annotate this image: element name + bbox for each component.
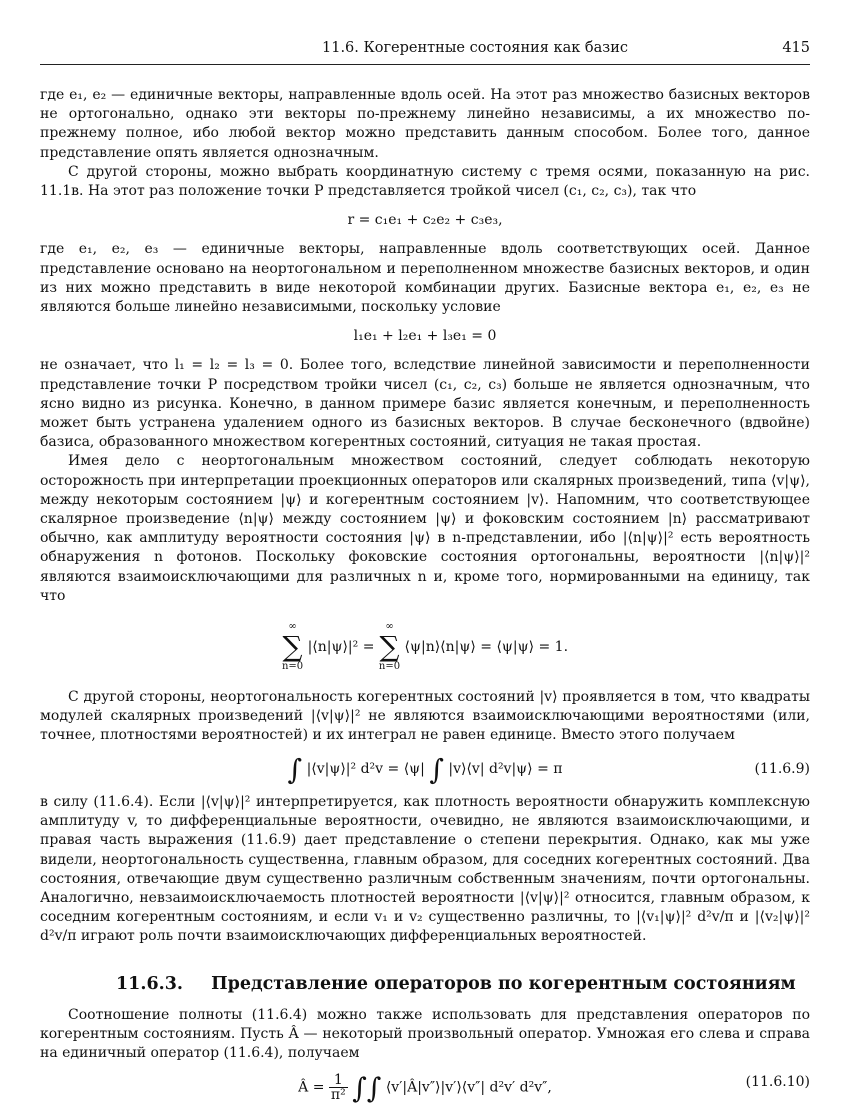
equation-number: (11.6.9) [754, 760, 810, 777]
page-body [40, 86, 810, 1112]
integral-symbol: ∫ [429, 752, 444, 786]
paragraph-8: Соотношение полноты (11.6.4) можно также использовать для представления операторов по когерентным состояниям. Пусть Â — некоторый произвольный оператор. Умножая его слева и справа на единичный оператор (11.6.4), получаем [40, 1006, 810, 1062]
sum-lower-limit: n=0 [281, 661, 304, 673]
equation-lhs: |⟨n|ψ⟩|² = [307, 639, 375, 656]
fraction-numerator: 1 [329, 1073, 348, 1088]
paragraph-7: в силу (11.6.4). Если |⟨v|ψ⟩|² интерпретируется, как плотность вероятности обнаружить комплексную амплитуду v, то дифференциальные вероятности, очевидно, не являются взаимоисключающими, и правая часть выражения (11.6.9) дает представление о степени перекрытия. Однако, как мы уже видели, неортогональность существенна, главным образом, для соседних когерентных состояний. Два состояния, отвечающие двум существенно различным собственным значениям, почти ортогональны. Аналогично, невзаимоисключаемость плотностей вероятности |⟨v|ψ⟩|² относится, главным образом, к соседним когерентным состояниям, и если v₁ и v₂ существенно различны, то |⟨v₁|ψ⟩|² d²v/π и |⟨v₂|ψ⟩|² d²v/π играют роль почти взаимоисключающих дифференциальных вероятностей. [40, 793, 810, 945]
running-title: 11.6. Когерентные состояния как базис [322, 40, 628, 56]
equation-lhs: Â = [298, 1079, 325, 1096]
paragraph-2: С другой стороны, можно выбрать координатную систему с тремя осями, показанную на рис. 11.1в. На этот раз положение точки P представляется тройкой чисел (c₁, c₂, c₃), так что [40, 163, 810, 200]
fraction-denominator: π² [330, 1087, 346, 1104]
sum-upper-limit: ∞ [288, 621, 297, 633]
equation-part-a: |⟨v|ψ⟩|² d²v = ⟨ψ| [306, 760, 425, 777]
equation-11-6-10 [40, 1071, 810, 1105]
paragraph-5: Имея дело с неортогональным множеством состояний, следует соблюдать некоторую осторожность при интерпретации проекционных операторов или скалярных произведений, типа ⟨v|ψ⟩, между некоторым состоянием |ψ⟩ и когерентным состоянием |v⟩. Напомним, что соответствующее скалярное произведение ⟨n|ψ⟩ между состоянием |ψ⟩ и фоковским состоянием |n⟩ рассматривают обычно, как амплитуду вероятности состояния |ψ⟩ в n-представлении, ибо |⟨n|ψ⟩|² есть вероятность обнаружения n фотонов. Поскольку фоковские состояния ортогональны, вероятности |⟨n|ψ⟩|² являются взаимоисключающими для различных n и, кроме того, нормированными на единицу, так что [40, 453, 810, 604]
page-number: 415 [782, 40, 810, 56]
sum-symbol: ∑ [379, 630, 400, 664]
equation-rhs: ⟨ψ|n⟩⟨n|ψ⟩ = ⟨ψ|ψ⟩ = 1. [404, 639, 569, 656]
running-header [40, 40, 810, 65]
equation-part-b: |v⟩⟨v| d²v|ψ⟩ = π [448, 760, 563, 777]
equation-text: l₁e₁ + l₂e₁ + l₃e₁ = 0 [353, 328, 497, 345]
equation-11-6-9 [40, 752, 810, 786]
sum-operator [282, 620, 303, 674]
paragraph-3: где e₁, e₂, e₃ — единичные векторы, направленные вдоль соответствующих осей. Данное представление основано на неортогональном и переполненном множестве базисных векторов, и один из них можно представить в виде некоторой комбинации других. Базисные вектора e₁, e₂, e₃ не являются больше линейно независимыми, поскольку условие [40, 241, 810, 316]
paragraph-4: не означает, что l₁ = l₂ = l₃ = 0. Более того, вследствие линейной зависимости и переполненности представление точки P посредством тройки чисел (c₁, c₂, c₃) больше не является однозначным, что ясно видно из рисунка. Конечно, в данном примере базис является конечным, и переполненность может быть устранена удалением одного из базисных векторов. В случае бесконечного (вдвойне) базиса, образованного множеством когерентных состояний, ситуация не такая простая. [40, 357, 810, 451]
equation-normalization [40, 620, 810, 674]
sum-operator [379, 620, 400, 674]
integral-symbol: ∫ [287, 752, 303, 786]
equation-position-vector [40, 211, 810, 230]
fraction [329, 1073, 348, 1102]
paragraph-6: С другой стороны, неортогональность когерентных состояний |v⟩ проявляется в том, что квадраты модулей скалярных произведений |⟨v|ψ⟩|² не являются взаимоисключающими вероятностями (или, точнее, плотностями вероятностей) и их интеграл не равен единице. Вместо этого получаем [40, 689, 810, 744]
section-heading [116, 975, 810, 994]
section-number: 11.6.3. [116, 973, 183, 994]
equation-linear-dependence [40, 327, 810, 346]
sum-upper-limit: ∞ [385, 621, 394, 633]
paragraph-1: где e₁, e₂ — единичные векторы, направленные вдоль осей. На этот раз множество базисных векторов не ортогонально, однако эти векторы по-прежнему линейно независимы, а их множество по-прежнему полное, ибо любой вектор можно представить данным способом. Более того, данное представление опять является однозначным. [40, 87, 810, 161]
equation-rhs: ⟨v′|Â|v″⟩|v′⟩⟨v″| d²v′ d²v″, [385, 1079, 552, 1096]
equation-text: r = c₁e₁ + c₂e₂ + c₃e₃, [347, 212, 503, 229]
section-title: Представление операторов по когерентным состояниям [211, 973, 796, 994]
sum-symbol: ∑ [282, 630, 303, 664]
sum-lower-limit: n=0 [378, 661, 401, 673]
double-integral-symbol: ∫∫ [352, 1071, 382, 1105]
equation-number: (11.6.10) [745, 1074, 810, 1091]
